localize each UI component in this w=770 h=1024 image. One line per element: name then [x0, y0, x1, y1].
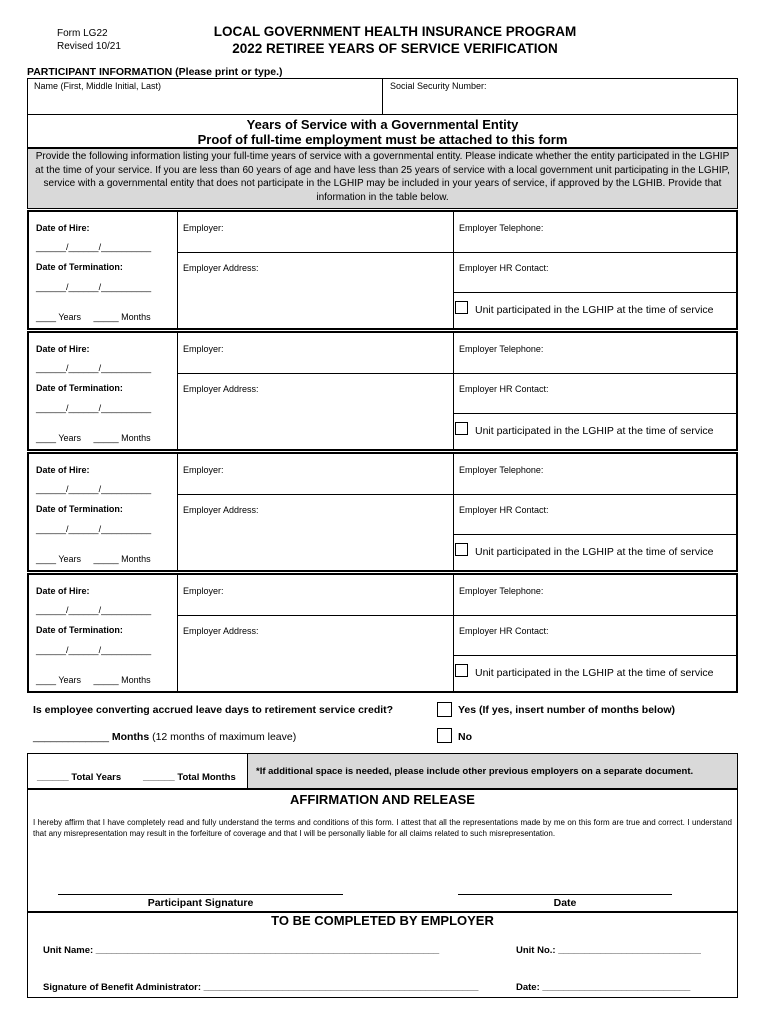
years-months-field[interactable]: ____ Years _____ Months — [36, 675, 151, 685]
employer-address-label: Employer Address: — [183, 505, 259, 515]
participant-signature-label: Participant Signature — [147, 897, 254, 909]
affirmation-date-line[interactable] — [458, 894, 672, 895]
service-section-heading — [27, 114, 738, 148]
hire-date-field[interactable]: ______/______/__________ — [36, 484, 152, 494]
employer-block-1 — [27, 210, 738, 330]
employer-date-field[interactable]: Date: ____________________________ — [516, 982, 691, 993]
employer-completion-box — [27, 912, 738, 998]
employer-label: Employer: — [183, 586, 224, 596]
lghip-participation-checkbox[interactable] — [455, 422, 468, 435]
leave-no-label: No — [458, 731, 472, 743]
leave-question: Is employee converting accrued leave days to retirement service credit? — [33, 704, 394, 716]
totals-box — [27, 753, 738, 789]
termination-date-field[interactable]: ______/______/__________ — [36, 282, 152, 292]
employer-address-label: Employer Address: — [183, 626, 259, 636]
termination-date-field[interactable]: ______/______/__________ — [36, 524, 152, 534]
leave-months-row — [33, 731, 296, 743]
total-months-field[interactable]: ______ Total Months — [143, 772, 236, 783]
lghip-participation-checkbox[interactable] — [455, 664, 468, 677]
total-years-field[interactable]: ______ Total Years — [37, 772, 122, 783]
employer-hr-contact-label: Employer HR Contact: — [459, 626, 549, 636]
benefit-administrator-signature-field[interactable]: Signature of Benefit Administrator: ____________________________________________________ — [43, 982, 479, 993]
employer-address-label: Employer Address: — [183, 384, 259, 394]
employer-block-4 — [27, 573, 738, 693]
leave-months-label: Months — [111, 731, 150, 743]
employer-address-label: Employer Address: — [183, 263, 259, 273]
lghip-participation-checkbox[interactable] — [455, 301, 468, 314]
employer-label: Employer: — [183, 344, 224, 354]
employer-telephone-label: Employer Telephone: — [459, 586, 544, 596]
form-title-line1: LOCAL GOVERNMENT HEALTH INSURANCE PROGRAM — [213, 24, 577, 39]
employer-telephone-label: Employer Telephone: — [459, 223, 544, 233]
unit-name-field[interactable]: Unit Name: _________________________________________________________________ — [43, 945, 440, 956]
date-of-termination-label: Date of Termination: — [36, 383, 123, 393]
employer-hr-contact-label: Employer HR Contact: — [459, 384, 549, 394]
employer-completion-heading: TO BE COMPLETED BY EMPLOYER — [271, 913, 494, 928]
date-of-termination-label: Date of Termination: — [36, 625, 123, 635]
hire-date-field[interactable]: ______/______/__________ — [36, 363, 152, 373]
years-months-field[interactable]: ____ Years _____ Months — [36, 554, 151, 564]
affirmation-heading: AFFIRMATION AND RELEASE — [290, 792, 475, 807]
lghip-participation-label: Unit participated in the LGHIP at the time of service — [475, 667, 714, 679]
affirmation-text: I hereby affirm that I have completely read and fully understand the terms and conditions of this form. I attest that all the representations made by me on this form are true and correct. I understand that any misrepresentation may result in the forfeiture of coverage and that I will be personally liable for all claims related to such misrepresentation. — [33, 818, 732, 838]
termination-date-field[interactable]: ______/______/__________ — [36, 645, 152, 655]
lghip-participation-label: Unit participated in the LGHIP at the time of service — [475, 546, 714, 558]
form-revision: Revised 10/21 — [57, 41, 121, 52]
leave-yes-label: Yes (If yes, insert number of months below) — [458, 704, 676, 716]
leave-no-checkbox[interactable] — [437, 728, 452, 743]
employer-hr-contact-label: Employer HR Contact: — [459, 505, 549, 515]
leave-months-field[interactable]: _____________ — [33, 731, 109, 743]
unit-number-field[interactable]: Unit No.: ___________________________ — [516, 945, 701, 956]
leave-months-note: (12 months of maximum leave) — [149, 731, 297, 743]
additional-space-note: *If additional space is needed, please include other previous employers on a separate document. — [256, 766, 694, 777]
employer-block-3 — [27, 452, 738, 572]
ssn-label: Social Security Number: — [390, 81, 487, 91]
name-label: Name (First, Middle Initial, Last) — [34, 81, 162, 91]
date-of-termination-label: Date of Termination: — [36, 262, 123, 272]
leave-yes-checkbox[interactable] — [437, 702, 452, 717]
years-months-field[interactable]: ____ Years _____ Months — [36, 312, 151, 322]
years-months-field[interactable]: ____ Years _____ Months — [36, 433, 151, 443]
hire-date-field[interactable]: ______/______/__________ — [36, 242, 152, 252]
employer-block-2 — [27, 331, 738, 451]
employer-telephone-label: Employer Telephone: — [459, 344, 544, 354]
service-instructions: Provide the following information listing your full-time years of service with a governmental entity. Please indicate whether the entity participated in the LGHIP at the time of your service. If you are less than 60 years of age and have less than 25 years of service with a local government unit participating in the LGHIP, service with a governmental entity that does not participate in the LGHIP may be included in your years of service, if approved by the LGHIB. Provide that information in the table below. — [27, 148, 738, 209]
employer-label: Employer: — [183, 465, 224, 475]
employer-label: Employer: — [183, 223, 224, 233]
participant-box — [27, 78, 738, 115]
employer-telephone-label: Employer Telephone: — [459, 465, 544, 475]
date-of-hire-label: Date of Hire: — [36, 223, 90, 233]
employer-hr-contact-label: Employer HR Contact: — [459, 263, 549, 273]
form-number: Form LG22 — [57, 28, 108, 39]
date-of-hire-label: Date of Hire: — [36, 586, 90, 596]
service-heading-2: Proof of full-time employment must be attached to this form — [197, 132, 568, 147]
name-field[interactable] — [30, 93, 378, 113]
form-id — [57, 27, 121, 53]
service-heading-1: Years of Service with a Governmental Entity — [246, 117, 519, 132]
hire-date-field[interactable]: ______/______/__________ — [36, 605, 152, 615]
ssn-field[interactable] — [386, 93, 734, 113]
affirmation-box — [27, 789, 738, 912]
form-title-line2: 2022 RETIREE YEARS OF SERVICE VERIFICATION — [232, 41, 558, 56]
lghip-participation-label: Unit participated in the LGHIP at the time of service — [475, 304, 714, 316]
participant-section-label: PARTICIPANT INFORMATION (Please print or type.) — [27, 66, 283, 78]
date-of-termination-label: Date of Termination: — [36, 504, 123, 514]
lghip-participation-checkbox[interactable] — [455, 543, 468, 556]
affirmation-date-label: Date — [553, 897, 577, 909]
date-of-hire-label: Date of Hire: — [36, 344, 90, 354]
termination-date-field[interactable]: ______/______/__________ — [36, 403, 152, 413]
lghip-participation-label: Unit participated in the LGHIP at the time of service — [475, 425, 714, 437]
date-of-hire-label: Date of Hire: — [36, 465, 90, 475]
participant-signature-line[interactable] — [58, 894, 343, 895]
